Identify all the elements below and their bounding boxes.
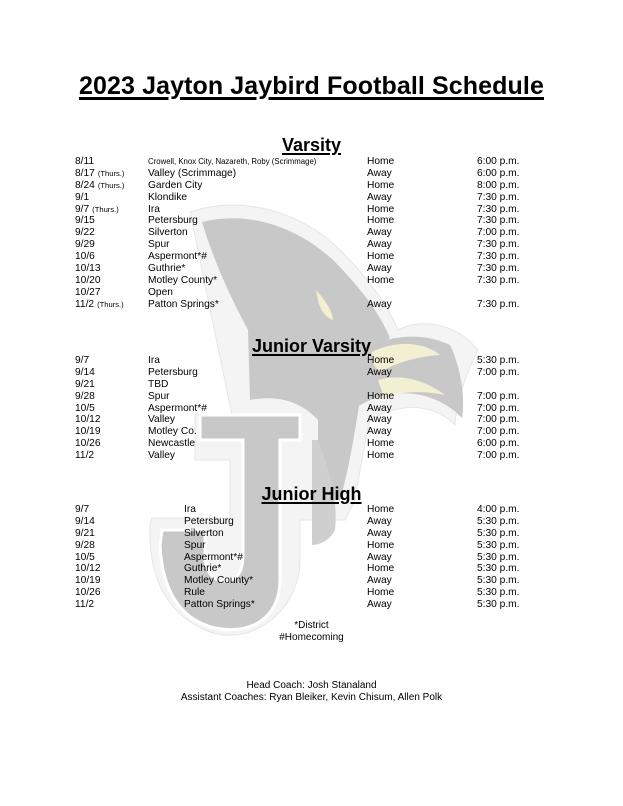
- game-date: [75, 516, 95, 528]
- schedule-row: [0, 403, 623, 415]
- kickoff-time: 5:30 p.m.: [477, 527, 520, 539]
- schedule-row: [0, 552, 623, 564]
- location: Home: [367, 251, 395, 263]
- game-date: [75, 227, 95, 239]
- day-note: (Thurs.): [97, 168, 125, 178]
- kickoff-time: 5:30 p.m.: [477, 563, 520, 575]
- schedule-row: [0, 575, 623, 587]
- junior-high-schedule: [0, 504, 623, 611]
- date-value: 9/22: [75, 227, 95, 239]
- location: Home: [367, 438, 395, 450]
- opponent: Newcastle: [148, 438, 195, 450]
- document-title: 2023 Jayton Jaybird Football Schedule: [79, 72, 544, 100]
- schedule-row: [0, 450, 623, 462]
- kickoff-time: 5:30 p.m.: [477, 551, 520, 563]
- location: Away: [367, 239, 392, 251]
- date-value: 10/5: [75, 402, 95, 414]
- location: Away: [367, 366, 392, 378]
- game-date: [75, 563, 101, 575]
- game-date: [75, 367, 95, 379]
- game-date: [75, 379, 95, 391]
- kickoff-time: 8:00 p.m.: [477, 179, 520, 191]
- schedule-row: [0, 192, 623, 204]
- game-date: [75, 251, 95, 263]
- date-value: 9/15: [75, 215, 95, 227]
- kickoff-time: 4:00 p.m.: [477, 504, 520, 515]
- location: Away: [367, 527, 392, 539]
- game-date: [75, 403, 95, 415]
- opponent: Spur: [148, 239, 170, 251]
- opponent: Petersburg: [184, 515, 234, 527]
- location: Away: [367, 402, 392, 414]
- schedule-row: [0, 263, 623, 275]
- kickoff-time: 6:00 p.m.: [477, 156, 520, 167]
- game-date: [75, 156, 94, 168]
- date-value: 10/19: [75, 575, 101, 587]
- schedule-row: [0, 275, 623, 287]
- schedule-row: [0, 239, 623, 251]
- varsity-heading: Varsity: [281, 135, 342, 155]
- game-date: [75, 263, 101, 275]
- location: Away: [367, 298, 392, 310]
- kickoff-time: 5:30 p.m.: [477, 355, 520, 366]
- date-value: 9/29: [75, 239, 95, 251]
- schedule-row: [0, 180, 623, 192]
- opponent: Petersburg: [148, 366, 198, 378]
- schedule-row: [0, 379, 623, 391]
- opponent: Guthrie*: [184, 563, 222, 575]
- location: Home: [367, 355, 395, 366]
- location: Home: [367, 587, 395, 599]
- legend-district: *District: [294, 620, 329, 631]
- opponent: Spur: [184, 539, 206, 551]
- location: Home: [367, 390, 395, 402]
- opponent: Valley (Scrimmage): [148, 167, 237, 179]
- schedule-row: [0, 227, 623, 239]
- game-date: [75, 552, 95, 564]
- opponent: Aspermont*#: [148, 402, 207, 414]
- game-date: [75, 275, 101, 287]
- legend: [0, 620, 623, 644]
- game-date: [75, 192, 89, 204]
- location: Away: [367, 414, 392, 426]
- opponent: Guthrie*: [148, 263, 186, 275]
- kickoff-time: 7:30 p.m.: [477, 274, 520, 286]
- junior-high-heading: Junior High: [261, 484, 362, 504]
- opponent: Rule: [184, 587, 205, 599]
- kickoff-time: 7:30 p.m.: [477, 191, 520, 203]
- schedule-row: [0, 367, 623, 379]
- opponent: Aspermont*#: [148, 251, 207, 263]
- date-value: 8/24: [75, 179, 95, 191]
- date-value: 9/7: [75, 355, 90, 366]
- kickoff-time: 7:30 p.m.: [477, 251, 520, 263]
- opponent: Aspermont*#: [184, 551, 243, 563]
- kickoff-time: 6:00 p.m.: [477, 167, 520, 179]
- opponent: Motley County*: [184, 575, 254, 587]
- head-coach: Head Coach: Josh Stanaland: [246, 680, 377, 691]
- date-value: 10/13: [75, 263, 101, 275]
- day-note: (Thurs.): [92, 204, 119, 214]
- schedule-row: [0, 156, 623, 168]
- game-date: [75, 575, 101, 587]
- opponent: Spur: [148, 390, 170, 402]
- date-value: 10/20: [75, 274, 101, 286]
- opponent: Ira: [184, 504, 196, 515]
- kickoff-time: 5:30 p.m.: [477, 599, 520, 611]
- schedule-row: [0, 504, 623, 516]
- schedule-row: [0, 563, 623, 575]
- kickoff-time: 5:30 p.m.: [477, 515, 520, 527]
- game-date: [75, 540, 95, 552]
- kickoff-time: 5:30 p.m.: [477, 575, 520, 587]
- kickoff-time: 6:00 p.m.: [477, 438, 520, 450]
- coaching-staff: [0, 680, 623, 704]
- date-value: 8/11: [75, 156, 95, 167]
- location: Away: [367, 191, 392, 203]
- opponent: TBD: [148, 378, 169, 390]
- date-value: 10/12: [75, 414, 101, 426]
- schedule-row: [0, 168, 623, 180]
- date-value: 11/2: [75, 450, 95, 462]
- location: Away: [367, 426, 392, 438]
- game-date: [75, 355, 89, 367]
- date-value: 9/1: [75, 191, 90, 203]
- location: Home: [367, 179, 395, 191]
- date-value: 9/7: [75, 203, 90, 215]
- kickoff-time: 7:00 p.m.: [477, 402, 520, 414]
- opponent: Ira: [148, 203, 160, 215]
- date-value: 10/5: [75, 551, 95, 563]
- date-value: 9/14: [75, 366, 95, 378]
- schedule-row: [0, 391, 623, 403]
- location: Home: [367, 203, 395, 215]
- location: Home: [367, 504, 395, 515]
- opponent: Motley County*: [148, 274, 218, 286]
- game-date: [75, 168, 124, 180]
- kickoff-time: 7:30 p.m.: [477, 215, 520, 227]
- opponent: Open: [148, 286, 173, 298]
- opponent: Crowell, Knox City, Nazareth, Roby (Scrimmage): [148, 157, 317, 166]
- date-value: 9/28: [75, 390, 95, 402]
- game-date: [75, 239, 95, 251]
- kickoff-time: 7:00 p.m.: [477, 414, 520, 426]
- day-note: (Thurs.): [97, 180, 125, 190]
- schedule-row: [0, 587, 623, 599]
- schedule-row: [0, 299, 623, 311]
- location: Home: [367, 450, 395, 462]
- schedule-row: [0, 215, 623, 227]
- opponent: Patton Springs*: [184, 599, 255, 611]
- game-date: [75, 204, 119, 216]
- game-date: [75, 587, 101, 599]
- date-value: 10/26: [75, 587, 101, 599]
- location: Away: [367, 263, 392, 275]
- location: Home: [367, 156, 395, 167]
- kickoff-time: 7:00 p.m.: [477, 450, 520, 462]
- junior-varsity-schedule: [0, 355, 623, 462]
- game-date: [75, 391, 95, 403]
- schedule-row: [0, 355, 623, 367]
- location: Away: [367, 515, 392, 527]
- game-date: [75, 528, 95, 540]
- game-date: [75, 438, 101, 450]
- kickoff-time: 7:30 p.m.: [477, 239, 520, 251]
- kickoff-time: 7:30 p.m.: [477, 203, 520, 215]
- kickoff-time: 5:30 p.m.: [477, 587, 520, 599]
- location: Away: [367, 599, 392, 611]
- game-date: [75, 215, 95, 227]
- kickoff-time: 7:30 p.m.: [477, 263, 520, 275]
- game-date: [75, 414, 101, 426]
- opponent: Patton Springs*: [148, 298, 219, 310]
- schedule-row: [0, 287, 623, 299]
- opponent: Silverton: [184, 527, 224, 539]
- opponent: Silverton: [148, 227, 188, 239]
- game-date: [75, 426, 101, 438]
- schedule-row: [0, 204, 623, 216]
- date-value: 11/2: [75, 599, 95, 611]
- schedule-row: [0, 540, 623, 552]
- location: Home: [367, 274, 395, 286]
- location: Home: [367, 215, 395, 227]
- game-date: [75, 299, 124, 311]
- schedule-row: [0, 516, 623, 528]
- location: Away: [367, 551, 392, 563]
- date-value: 9/14: [75, 515, 95, 527]
- junior-varsity-heading: Junior Varsity: [251, 336, 372, 356]
- opponent: Ira: [148, 355, 160, 366]
- assistant-coaches: Assistant Coaches: Ryan Bleiker, Kevin Chisum, Allen Polk: [180, 692, 443, 703]
- date-value: 9/28: [75, 539, 95, 551]
- opponent: Motley Co.: [148, 426, 197, 438]
- opponent: Garden City: [148, 179, 203, 191]
- schedule-row: [0, 438, 623, 450]
- date-value: 8/17: [75, 167, 95, 179]
- location: Home: [367, 539, 395, 551]
- game-date: [75, 450, 94, 462]
- schedule-row: [0, 599, 623, 611]
- kickoff-time: 7:30 p.m.: [477, 298, 520, 310]
- date-value: 11/2: [75, 298, 95, 310]
- kickoff-time: 7:00 p.m.: [477, 426, 520, 438]
- location: Home: [367, 563, 395, 575]
- game-date: [75, 287, 101, 299]
- game-date: [75, 180, 124, 192]
- date-value: 10/26: [75, 438, 101, 450]
- kickoff-time: 5:30 p.m.: [477, 539, 520, 551]
- game-date: [75, 504, 89, 516]
- date-value: 9/7: [75, 504, 90, 515]
- schedule-row: [0, 426, 623, 438]
- opponent: Klondike: [148, 191, 188, 203]
- location: Away: [367, 167, 392, 179]
- opponent: Valley: [148, 450, 175, 462]
- date-value: 9/21: [75, 527, 95, 539]
- date-value: 10/27: [75, 286, 101, 298]
- opponent: Petersburg: [148, 215, 198, 227]
- opponent: Valley: [148, 414, 175, 426]
- date-value: 10/12: [75, 563, 101, 575]
- date-value: 9/21: [75, 378, 95, 390]
- kickoff-time: 7:00 p.m.: [477, 366, 520, 378]
- schedule-row: [0, 251, 623, 263]
- varsity-schedule: [0, 156, 623, 311]
- date-value: 10/19: [75, 426, 101, 438]
- kickoff-time: 7:00 p.m.: [477, 390, 520, 402]
- day-note: (Thurs.): [97, 299, 124, 309]
- legend-homecoming: #Homecoming: [279, 632, 344, 643]
- date-value: 10/6: [75, 251, 95, 263]
- game-date: [75, 599, 94, 611]
- kickoff-time: 7:00 p.m.: [477, 227, 520, 239]
- schedule-row: [0, 414, 623, 426]
- location: Away: [367, 227, 392, 239]
- location: Away: [367, 575, 392, 587]
- schedule-row: [0, 528, 623, 540]
